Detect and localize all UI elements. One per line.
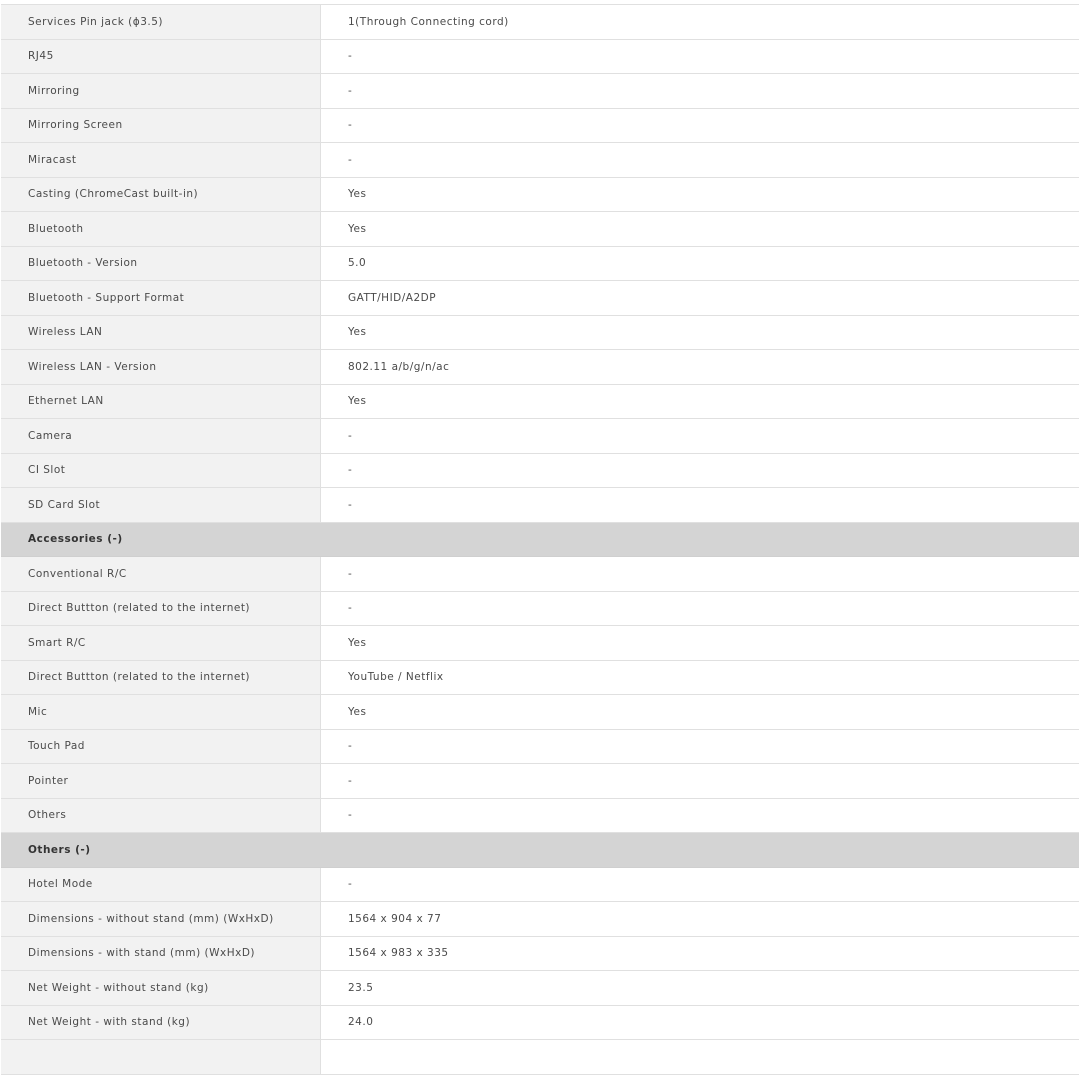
spec-row — [1, 385, 1079, 420]
spec-value: - — [321, 143, 1079, 177]
spec-row — [1, 971, 1079, 1006]
spec-value: - — [321, 488, 1079, 522]
spec-label: Net Weight - without stand (kg) — [1, 971, 321, 1005]
spec-row — [1, 281, 1079, 316]
spec-row — [1, 212, 1079, 247]
spec-label: Casting (ChromeCast built-in) — [1, 178, 321, 212]
spec-row — [1, 730, 1079, 765]
spec-value: GATT/HID/A2DP — [321, 281, 1079, 315]
spec-label: Touch Pad — [1, 730, 321, 764]
section-title: Accessories (-) — [28, 533, 123, 546]
spec-label: Bluetooth - Support Format — [1, 281, 321, 315]
spec-label: Bluetooth - Version — [1, 247, 321, 281]
spec-value: - — [321, 730, 1079, 764]
spec-label: RJ45 — [1, 40, 321, 74]
spec-row — [1, 143, 1079, 178]
spec-label: Ethernet LAN — [1, 385, 321, 419]
spec-label: Miracast — [1, 143, 321, 177]
spec-row — [1, 902, 1079, 937]
spec-row — [1, 454, 1079, 489]
spec-row — [1, 419, 1079, 454]
spec-value: YouTube / Netflix — [321, 661, 1079, 695]
spec-value: 802.11 a/b/g/n/ac — [321, 350, 1079, 384]
spec-value: 5.0 — [321, 247, 1079, 281]
spec-row — [1, 557, 1079, 592]
spec-value: 1564 x 983 x 335 — [321, 937, 1079, 971]
spec-value: 23.5 — [321, 971, 1079, 1005]
spec-value: 1564 x 904 x 77 — [321, 902, 1079, 936]
spec-value: Yes — [321, 695, 1079, 729]
spec-row — [1, 40, 1079, 75]
spec-row — [1, 626, 1079, 661]
spec-value: Yes — [321, 212, 1079, 246]
spec-label: Hotel Mode — [1, 868, 321, 902]
section-title: Others (-) — [28, 843, 91, 856]
spec-value: Yes — [321, 385, 1079, 419]
spec-value: 24.0 — [321, 1006, 1079, 1040]
spec-label: Dimensions - with stand (mm) (WxHxD) — [1, 937, 321, 971]
spec-value: - — [321, 40, 1079, 74]
spec-row — [1, 695, 1079, 730]
spec-row — [1, 764, 1079, 799]
spec-row — [1, 178, 1079, 213]
spec-label — [1, 1040, 321, 1074]
spec-label: Services Pin jack (ϕ3.5) — [1, 5, 321, 39]
spec-label: CI Slot — [1, 454, 321, 488]
spec-label: Mirroring Screen — [1, 109, 321, 143]
spec-value — [321, 1040, 1079, 1074]
spec-value: - — [321, 109, 1079, 143]
spec-value: - — [321, 592, 1079, 626]
spec-label: Pointer — [1, 764, 321, 798]
spec-label: Others — [1, 799, 321, 833]
spec-value: - — [321, 799, 1079, 833]
spec-label: Camera — [1, 419, 321, 453]
spec-row — [1, 5, 1079, 40]
spec-row — [1, 868, 1079, 903]
spec-row — [1, 661, 1079, 696]
spec-value: Yes — [321, 178, 1079, 212]
spec-value: - — [321, 454, 1079, 488]
spec-label: Wireless LAN - Version — [1, 350, 321, 384]
spec-row — [1, 799, 1079, 834]
spec-label: Direct Buttton (related to the internet) — [1, 661, 321, 695]
spec-row — [1, 350, 1079, 385]
spec-row — [1, 592, 1079, 627]
spec-row — [1, 74, 1079, 109]
spec-row — [1, 1040, 1079, 1075]
spec-value: Yes — [321, 626, 1079, 660]
spec-row — [1, 937, 1079, 972]
spec-row — [1, 316, 1079, 351]
spec-value: 1(Through Connecting cord) — [321, 5, 1079, 39]
spec-value: - — [321, 419, 1079, 453]
spec-label: Smart R/C — [1, 626, 321, 660]
spec-value: - — [321, 764, 1079, 798]
spec-label: Direct Buttton (related to the internet) — [1, 592, 321, 626]
spec-label: Conventional R/C — [1, 557, 321, 591]
spec-label: Mirroring — [1, 74, 321, 108]
spec-value: - — [321, 868, 1079, 902]
spec-value: - — [321, 74, 1079, 108]
spec-row — [1, 1006, 1079, 1041]
section-header — [1, 833, 1079, 868]
section-header — [1, 523, 1079, 558]
spec-label: Net Weight - with stand (kg) — [1, 1006, 321, 1040]
spec-row — [1, 109, 1079, 144]
spec-value: Yes — [321, 316, 1079, 350]
spec-label: Wireless LAN — [1, 316, 321, 350]
spec-row — [1, 247, 1079, 282]
spec-label: SD Card Slot — [1, 488, 321, 522]
spec-label: Dimensions - without stand (mm) (WxHxD) — [1, 902, 321, 936]
spec-table — [1, 4, 1079, 1075]
spec-row — [1, 488, 1079, 523]
spec-value: - — [321, 557, 1079, 591]
spec-label: Bluetooth — [1, 212, 321, 246]
spec-label: Mic — [1, 695, 321, 729]
